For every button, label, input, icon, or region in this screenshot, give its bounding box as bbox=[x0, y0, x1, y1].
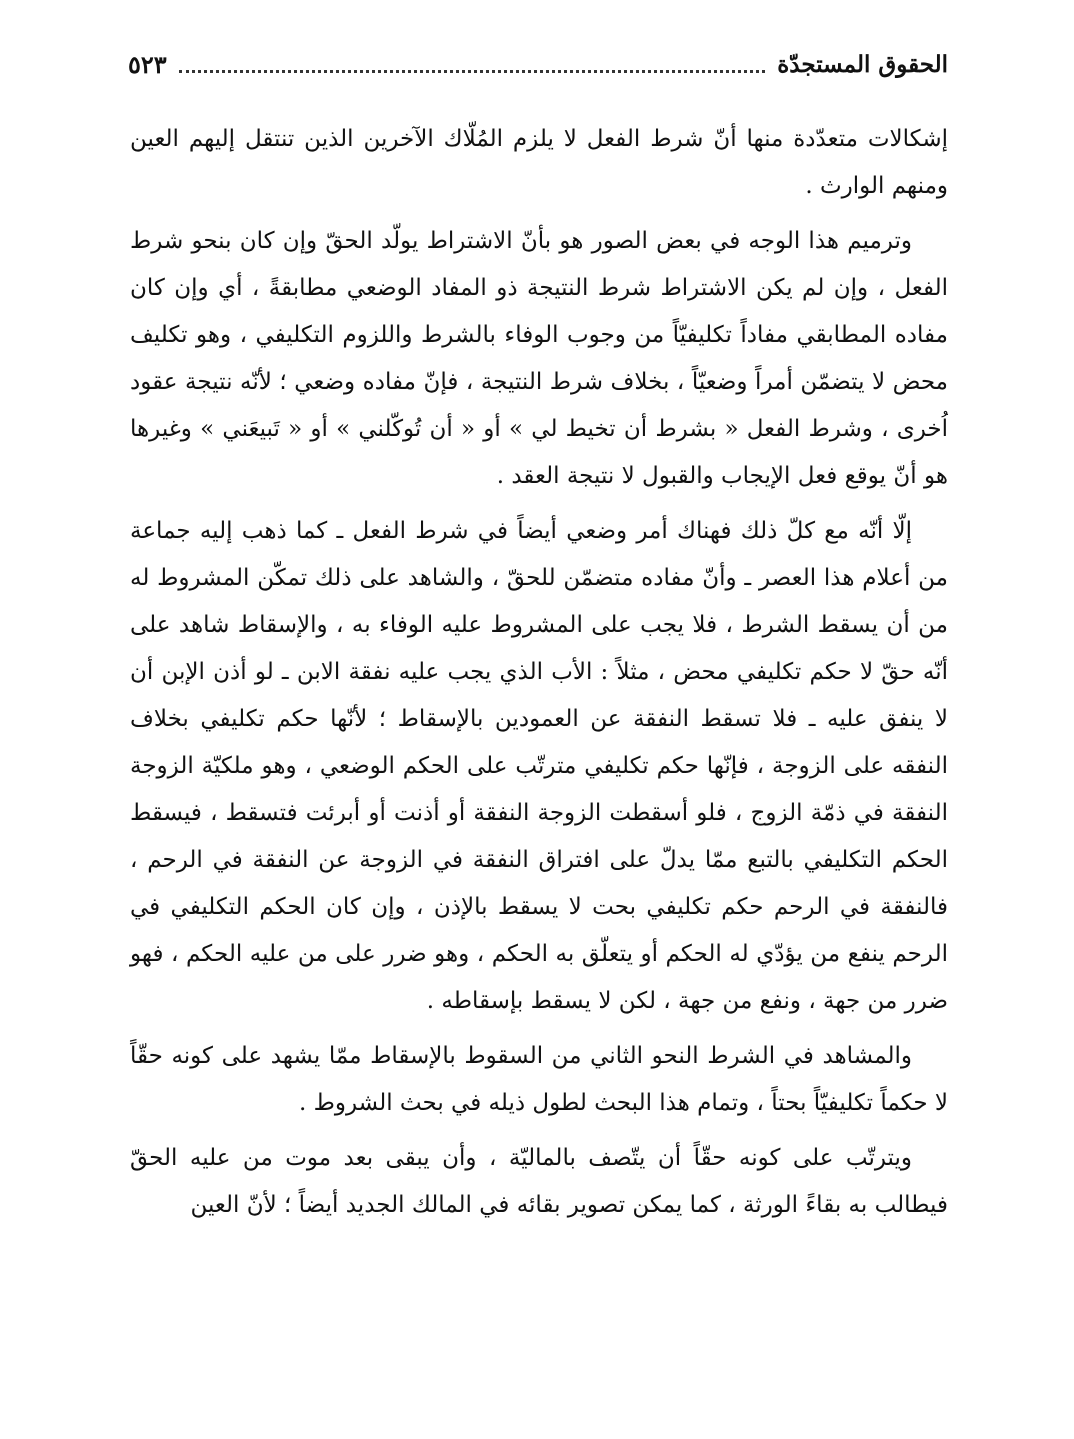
header-dot-leader bbox=[179, 68, 766, 73]
paragraph-continuation: إشكالات متعدّدة منها أنّ شرط الفعل لا يلزم المُلّاك الآخرين الذين تنتقل إليهم العين ومنهم الوارث . bbox=[130, 126, 948, 199]
page-body bbox=[130, 116, 948, 1237]
running-header bbox=[128, 44, 948, 84]
paragraph: وترميم هذا الوجه في بعض الصور هو بأنّ الاشتراط يولّد الحقّ وإن كان بنحو شرط الفعل ، وإن لم يكن الاشتراط شرط النتيجة ذو المفاد الوضعي مطابقةً ، أي وإن كان مفاده المطابقي مفاداً تكليفيّاً من وجوب الوفاء بالشرط واللزوم التكليفي ، وهو تكليف محض لا يتضمّن أمراً وضعيّاً ، بخلاف شرط النتيجة ، فإنّ مفاده وضعي ؛ لأنّه نتيجة عقود اُخرى ، وشرط الفعل « بشرط أن تخيط لي » أو « أن تُوكّلني » أو « تَبيعَني » وغيرها هو أنّ يوقع فعل الإيجاب والقبول لا نتيجة العقد . bbox=[130, 228, 948, 489]
page-number: ٥٢٣ bbox=[128, 49, 167, 79]
paragraph: والمشاهد في الشرط النحو الثاني من السقوط بالإسقاط ممّا يشهد على كونه حقّاً لا حكماً تكليفيّاً بحتاً ، وتمام هذا البحث لطول ذيله في بحث الشروط . bbox=[130, 1043, 948, 1116]
chapter-title: الحقوق المستجدّة bbox=[777, 50, 948, 78]
paragraph: ويترتّب على كونه حقّاً أن يتّصف بالماليّة ، وأن يبقى بعد موت من عليه الحقّ فيطالب به بقاءً الورثة ، كما يمكن تصوير بقائه في المالك الجديد أيضاً ؛ لأنّ العين bbox=[130, 1145, 948, 1218]
paragraph: إلّا أنّه مع كلّ ذلك فهناك أمر وضعي أيضاً في شرط الفعل ـ كما ذهب إليه جماعة من أعلام هذا العصر ـ وأنّ مفاده متضمّن للحقّ ، والشاهد على ذلك تمكّن المشروط له من أن يسقط الشرط ، فلا يجب على المشروط عليه الوفاء به ، والإسقاط شاهد على أنّه حقّ لا حكم تكليفي محض ، مثلاً : الأب الذي يجب عليه نفقة الابن ـ لو أذن الإبن أن لا ينفق عليه ـ فلا تسقط النفقة عن العمودين بالإسقاط ؛ لأنّها حكم تكليفي بخلاف النفقه على الزوجة ، فإنّها حكم تكليفي مترتّب على الحكم الوضعي ، وهو ملكيّة الزوجة النفقة في ذمّة الزوج ، فلو أسقطت الزوجة النفقة أو أذنت أو أبرئت فتسقط ، فيسقط الحكم التكليفي بالتبع ممّا يدلّ على افتراق النفقة في الزوجة عن النفقة في الرحم ، فالنفقة في الرحم حكم تكليفي بحت لا يسقط بالإذن ، وإن كان الحكم التكليفي في الرحم ينفع من يؤدّي له الحكم أو يتعلّق به الحكم ، وهو ضرر على من عليه الحكم ، فهو ضرر من جهة ، ونفع من جهة ، لكن لا يسقط بإسقاطه . bbox=[130, 518, 948, 1014]
